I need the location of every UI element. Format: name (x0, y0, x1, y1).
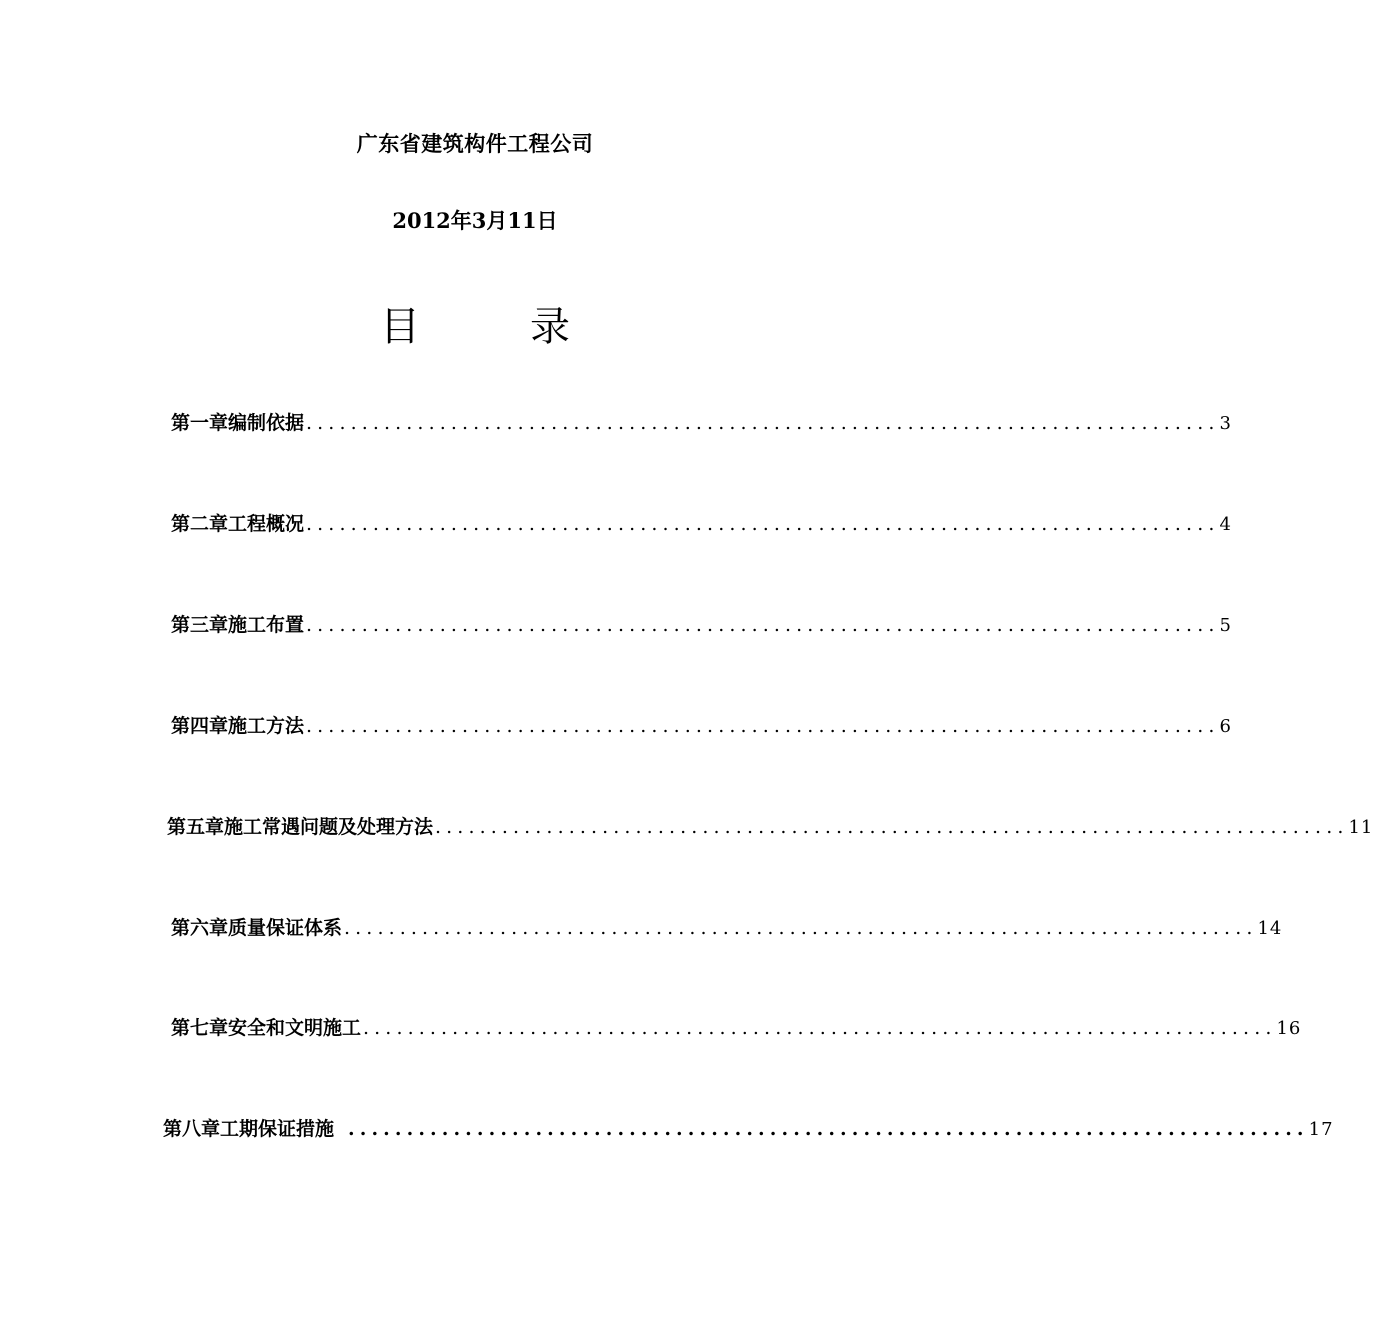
toc-entry-chapter: 第六章 (171, 917, 229, 939)
toc-entry[interactable] (167, 812, 1373, 839)
toc-heading-char-2: 录 (530, 304, 570, 350)
toc-entry-page: 3 (1219, 413, 1232, 434)
toc-entry[interactable] (171, 1013, 1302, 1040)
toc-entry-chapter: 第四章 (171, 715, 229, 737)
toc-entry[interactable] (171, 913, 1283, 940)
toc-dot-leader: .................................................................................. (435, 816, 1349, 838)
toc-heading (0, 295, 950, 352)
toc-entry-chapter: 第五章 (167, 816, 225, 838)
toc-dot-leader: .................................................................................. (306, 412, 1220, 434)
toc-entry-title: 安全和文明施工 (228, 1017, 362, 1039)
toc-entry-chapter: 第七章 (171, 1017, 229, 1039)
toc-entry-page: 5 (1219, 615, 1232, 636)
toc-entry-chapter: 第一章 (171, 412, 229, 434)
toc-entry-page: 6 (1219, 716, 1232, 737)
toc-entry-page: 11 (1348, 817, 1373, 838)
toc-entry-title: 质量保证体系 (228, 917, 343, 939)
toc-dot-leader: .................................................................................. (306, 614, 1220, 636)
toc-entry-title: 编制依据 (228, 412, 305, 434)
toc-entry-page: 16 (1276, 1018, 1302, 1039)
toc-entry-title: 工期保证措施 (220, 1118, 335, 1140)
toc-entry-chapter: 第三章 (171, 614, 229, 636)
toc-dot-leader: .................................................................................. (306, 513, 1220, 535)
toc-entry[interactable] (163, 1114, 1334, 1141)
toc-dot-leader: .................................................................................. (363, 1017, 1277, 1039)
toc-entry-page: 14 (1257, 918, 1283, 939)
document-date: 2012年3月11日 (392, 208, 558, 233)
toc-entry-chapter: 第二章 (171, 513, 229, 535)
toc-entry[interactable] (171, 711, 1232, 738)
toc-heading-char-1: 目 (380, 304, 420, 350)
company-name: 广东省建筑构件工程公司 (356, 132, 594, 156)
toc-dot-leader: .................................................................................. (348, 1118, 1309, 1140)
toc-entry-page: 17 (1308, 1119, 1334, 1140)
toc-entry-chapter: 第八章 (163, 1118, 221, 1140)
toc-entry-title: 工程概况 (228, 513, 305, 535)
toc-entry-title: 施工方法 (228, 715, 305, 737)
toc-dot-leader: .................................................................................. (306, 715, 1220, 737)
toc-entry-page: 4 (1219, 514, 1232, 535)
toc-entry[interactable] (171, 610, 1232, 637)
toc-entry-title: 施工布置 (228, 614, 305, 636)
toc-dot-leader: .................................................................................. (344, 917, 1258, 939)
toc-entry-title: 施工常遇问题及处理方法 (224, 816, 434, 838)
toc-entry[interactable] (171, 408, 1232, 435)
toc-entry[interactable] (171, 509, 1232, 536)
